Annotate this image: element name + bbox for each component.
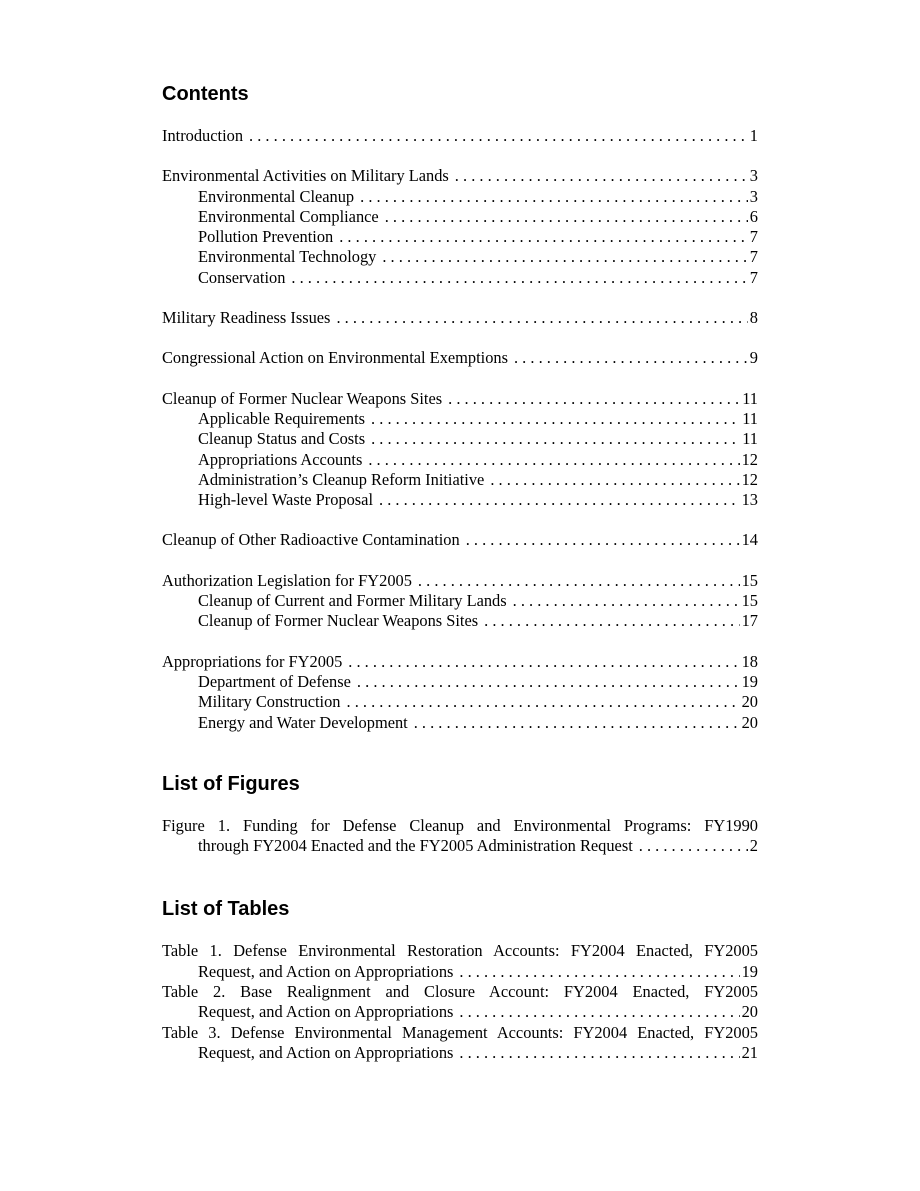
toc-entry-page: 1 (749, 126, 758, 145)
table-entry-page: 20 (741, 1002, 758, 1022)
figure-entry-title-line1: Figure 1. Funding for Defense Cleanup and Environmental Programs: FY1990 (162, 815, 758, 835)
toc-entry-page: 7 (749, 267, 758, 287)
toc-subentry[interactable] (162, 490, 758, 510)
toc-entry[interactable] (162, 308, 758, 328)
toc-entry-title: Military Readiness Issues (162, 308, 331, 328)
dot-leader (347, 692, 740, 712)
toc-subentry[interactable] (162, 470, 758, 490)
dot-leader (639, 836, 748, 856)
table-entry-line2 (162, 962, 758, 982)
dot-leader (371, 409, 740, 429)
toc-entry-page: 19 (741, 671, 758, 691)
dot-leader (371, 429, 740, 449)
toc-entry-page: 12 (741, 469, 758, 489)
toc-entry-title: Energy and Water Development (198, 712, 408, 732)
toc-group (162, 126, 758, 146)
toc-entry-page: 11 (742, 388, 758, 408)
toc-entry[interactable] (162, 389, 758, 409)
figure-entry-line2 (162, 836, 758, 856)
toc-group (162, 652, 758, 733)
list-of-figures (162, 816, 758, 857)
figure-entry-title-line2: through FY2004 Enacted and the FY2005 Administration Request (198, 836, 633, 856)
dot-leader (360, 187, 748, 207)
toc-subentry[interactable] (162, 450, 758, 470)
toc-entry-title: Cleanup of Other Radioactive Contamination (162, 530, 460, 550)
toc-entry-page: 17 (741, 611, 758, 631)
figure-entry-page: 2 (749, 836, 758, 856)
toc-entry-title: Authorization Legislation for FY2005 (162, 570, 412, 590)
toc-entry-page: 7 (749, 247, 758, 267)
toc-subentry[interactable] (162, 268, 758, 288)
dot-leader (249, 126, 748, 146)
toc-entry[interactable] (162, 348, 758, 368)
toc-subentry[interactable] (162, 429, 758, 449)
table-entry-page: 21 (741, 1042, 758, 1062)
dot-leader (455, 166, 748, 186)
toc-subentry[interactable] (162, 247, 758, 267)
toc-entry-page: 12 (741, 449, 758, 469)
toc-entry-title: Cleanup Status and Costs (198, 429, 366, 449)
toc-entry-title: Cleanup of Current and Former Military Lands (198, 591, 507, 611)
dot-leader (466, 530, 740, 550)
toc-entry-title: Military Construction (198, 692, 341, 712)
table-entry-page: 19 (741, 961, 758, 981)
dot-leader (336, 308, 747, 328)
toc-entry-title: Appropriations Accounts (198, 449, 363, 469)
toc-entry-page: 7 (749, 227, 758, 247)
toc-group (162, 166, 758, 288)
toc-entry-title: Environmental Cleanup (198, 186, 355, 206)
dot-leader (382, 247, 747, 267)
toc-entry-page: 20 (741, 692, 758, 712)
toc-entry-title: High-level Waste Proposal (198, 490, 373, 510)
dot-leader (357, 672, 740, 692)
toc-entry-title: Congressional Action on Environmental Exemptions (162, 348, 508, 368)
table-entry-title-line1: Table 1. Defense Environmental Restoration Accounts: FY2004 Enacted, FY2005 (162, 941, 758, 961)
dot-leader (513, 591, 740, 611)
toc-entry-page: 11 (742, 408, 758, 428)
toc-group (162, 571, 758, 632)
toc-subentry[interactable] (162, 611, 758, 631)
dot-leader (459, 962, 739, 982)
table-entry-title-line2: Request, and Action on Appropriations (198, 1002, 454, 1022)
document-page (162, 80, 758, 1063)
toc-group (162, 308, 758, 328)
toc-entry[interactable] (162, 571, 758, 591)
toc-subentry[interactable] (162, 591, 758, 611)
dot-leader (339, 227, 748, 247)
toc-group (162, 530, 758, 550)
table-entry-title-line2: Request, and Action on Appropriations (198, 961, 454, 981)
toc-subentry[interactable] (162, 713, 758, 733)
toc-group (162, 389, 758, 511)
dot-leader (414, 713, 740, 733)
toc-entry-title: Introduction (162, 126, 244, 145)
list-of-tables (162, 941, 758, 1063)
toc-entry-title: Conservation (198, 267, 286, 287)
dot-leader (448, 389, 740, 409)
toc-entry-title: Cleanup of Former Nuclear Weapons Sites (162, 388, 443, 408)
toc-entry-page: 18 (741, 651, 758, 671)
toc-entry-title: Applicable Requirements (198, 408, 366, 428)
dot-leader (459, 1043, 739, 1063)
toc-subentry[interactable] (162, 672, 758, 692)
toc-group (162, 348, 758, 368)
dot-leader (514, 348, 748, 368)
toc-entry[interactable] (162, 126, 758, 146)
toc-entry-title: Environmental Technology (198, 247, 377, 267)
toc-entry-page: 15 (741, 570, 758, 590)
toc-entry-page: 13 (741, 490, 758, 510)
dot-leader (459, 1002, 739, 1022)
toc-entry-page: 15 (741, 591, 758, 611)
toc-entry[interactable] (162, 652, 758, 672)
dot-leader (291, 268, 747, 288)
toc-entry-page: 11 (742, 429, 758, 449)
contents-list (162, 126, 758, 733)
dot-leader (490, 470, 739, 490)
dot-leader (379, 490, 740, 510)
dot-leader (418, 571, 740, 591)
toc-subentry[interactable] (162, 409, 758, 429)
toc-subentry[interactable] (162, 187, 758, 207)
toc-entry-title: Cleanup of Former Nuclear Weapons Sites (198, 611, 479, 631)
toc-subentry[interactable] (162, 227, 758, 247)
table-entry-title-line2: Request, and Action on Appropriations (198, 1042, 454, 1062)
toc-entry-title: Environmental Activities on Military Lands (162, 166, 449, 186)
dot-leader (348, 652, 739, 672)
toc-subentry[interactable] (162, 207, 758, 227)
table-entry-line2 (162, 1002, 758, 1022)
toc-entry-page: 3 (749, 166, 758, 186)
table-entry-title-line1: Table 3. Defense Environmental Management Accounts: FY2004 Enacted, FY2005 (162, 1022, 758, 1042)
list-of-tables-heading: List of Tables (162, 898, 290, 921)
table-entry-line2 (162, 1043, 758, 1063)
dot-leader (368, 450, 739, 470)
toc-subentry[interactable] (162, 692, 758, 712)
toc-entry-page: 9 (749, 348, 758, 368)
toc-entry-title: Department of Defense (198, 671, 351, 691)
table-entry[interactable] (162, 941, 758, 982)
list-of-figures-heading: List of Figures (162, 772, 300, 795)
toc-entry-title: Appropriations for FY2005 (162, 651, 343, 671)
toc-entry-title: Environmental Compliance (198, 206, 379, 226)
dot-leader (484, 611, 739, 631)
contents-heading: Contents (162, 83, 249, 105)
table-entry-title-line1: Table 2. Base Realignment and Closure Account: FY2004 Enacted, FY2005 (162, 982, 758, 1002)
toc-entry-page: 8 (749, 308, 758, 328)
dot-leader (385, 207, 748, 227)
toc-entry[interactable] (162, 530, 758, 550)
toc-entry-page: 14 (741, 530, 758, 550)
toc-entry-title: Pollution Prevention (198, 227, 334, 247)
toc-entry-title: Administration’s Cleanup Reform Initiative (198, 469, 485, 489)
table-entry[interactable] (162, 982, 758, 1023)
toc-entry-page: 20 (741, 712, 758, 732)
toc-entry[interactable] (162, 166, 758, 186)
table-entry[interactable] (162, 1023, 758, 1064)
toc-entry-page: 3 (749, 186, 758, 206)
toc-entry-page: 6 (749, 206, 758, 226)
figure-entry[interactable] (162, 816, 758, 857)
